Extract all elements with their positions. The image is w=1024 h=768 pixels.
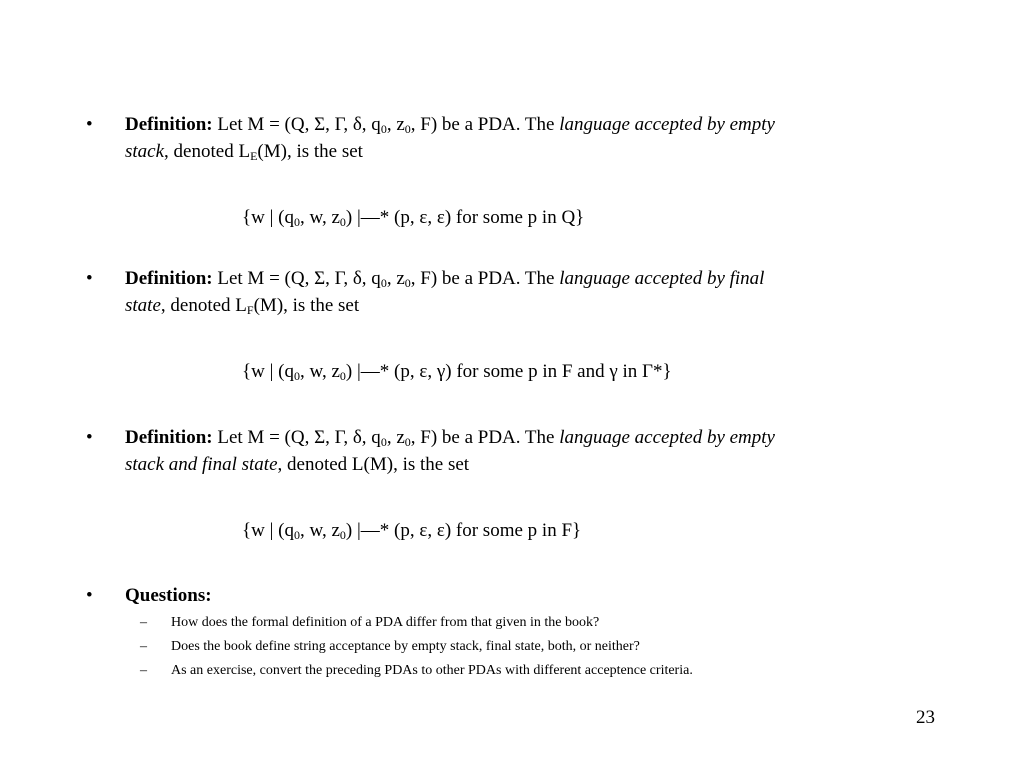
set-formula: {w | ($q_0$, w, $z_0$) |—* (p, ε, ε) for some p in Q} xyxy=(242,207,585,229)
bullet: • xyxy=(86,114,93,135)
definition-label: Definition: xyxy=(125,268,213,289)
definition-text: Definition: Let M = (Q, Σ, Γ, δ, $q_0$, $z_0$, F) be a PDA. The language accepted by final state, denoted $L_F(M)$, is the set xyxy=(125,268,765,317)
defined-term: language accepted by empty xyxy=(559,114,775,135)
dash-marker: – xyxy=(140,639,147,654)
defined-term-cont: state xyxy=(125,295,161,316)
dash-marker: – xyxy=(140,615,147,630)
page-number: 23 xyxy=(916,707,935,728)
bullet: • xyxy=(86,585,93,606)
bullet: • xyxy=(86,268,93,289)
definition-text: Definition: Let M = (Q, Σ, Γ, δ, $q_0$, $z_0$, F) be a PDA. The language accepted by empty stack, denoted $L_E(M)$, is the set xyxy=(125,114,775,163)
dash-marker: – xyxy=(140,663,147,678)
defined-term: language accepted by final xyxy=(559,268,765,289)
definition-label: Definition: xyxy=(125,114,213,135)
defined-term: language accepted by empty xyxy=(559,427,775,448)
definition-label: Definition: xyxy=(125,427,213,448)
defined-term-cont: stack xyxy=(125,141,165,162)
set-formula: {w | ($q_0$, w, $z_0$) |—* (p, ε, ε) for some p in F} xyxy=(242,520,582,542)
defined-term-cont: stack and final state xyxy=(125,454,278,475)
question-text: As an exercise, convert the preceding PDAs to other PDAs with different acceptence criteria. xyxy=(171,663,693,678)
bullet: • xyxy=(86,427,93,448)
question-text: How does the formal definition of a PDA differ from that given in the book? xyxy=(171,615,600,630)
question-text: Does the book define string acceptance by empty stack, final state, both, or neither? xyxy=(171,639,640,654)
definition-text: Definition: Let M = (Q, Σ, Γ, δ, $q_0$, $z_0$, F) be a PDA. The language accepted by empty stack and final state, denoted L(M), is the set xyxy=(125,427,775,475)
questions-heading: Questions: xyxy=(125,585,212,606)
set-formula: {w | ($q_0$, w, $z_0$) |—* (p, ε, γ) for some p in F and γ in Γ*} xyxy=(242,361,672,383)
